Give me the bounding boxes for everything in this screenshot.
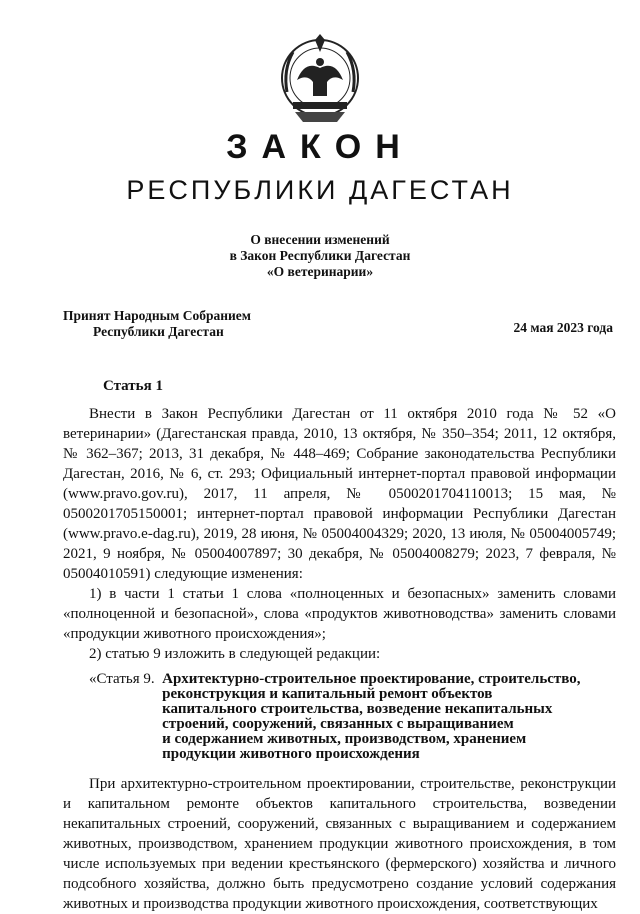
adoption-line: Принят Народным Собранием (63, 308, 251, 323)
article-9-title-line: и содержанием животных, производством, хранением (162, 731, 527, 747)
adoption-date: 24 мая 2023 года (513, 320, 613, 335)
article-9-title (162, 672, 580, 762)
coat-of-arms-icon (275, 30, 365, 130)
article-9-number: «Статья 9. (89, 671, 155, 687)
article-9-title-line: продукции животного происхождения (162, 746, 420, 762)
adoption-line: Республики Дагестан (93, 324, 224, 339)
article-body (63, 404, 616, 914)
article-9-title-line: реконструкция и капитальный ремонт объектов (162, 686, 493, 702)
law-subject-line: О внесении изменений (250, 232, 390, 247)
article-heading: Статья 1 (103, 378, 163, 394)
law-subject-line: в Закон Республики Дагестан (229, 248, 411, 263)
article-intro: Внести в Закон Республики Дагестан от 11 октября 2010 года № 52 «О ветеринарии» (Дагестанская правда, 2010, 13 октября, № 350–354; 2011, 12 октября, № 362–367; 2013, 31 декабря, № 448–469; Собрание законодательства Республики Дагестан, 2016, № 6, ст. 293; Официальный интернет-портал правовой информации (www.pravo.gov.ru), 2017, 11 апреля, № 0500201704110013; 15 мая, № 0500201705150001; интернет-портал правовой информации Республики Дагестан (www.pravo.e-dag.ru), 2019, 28 июня, № 05004004329; 2020, 13 июля, № 05004005749; 2021, 9 ноября, № 05004007897; 30 декабря, № 05004008279; 2023, 7 февраля, № 05004010591) следующие изменения: (63, 406, 616, 582)
adoption-block (63, 308, 251, 340)
document-subtitle: РЕСПУБЛИКИ ДАГЕСТАН (126, 175, 514, 205)
article-9-heading (63, 672, 616, 762)
article-9-text: При архитектурно-строительном проектировании, строительстве, реконструкции и капитальном ремонте объектов капитального строительства, возведении некапитальных строений, сооружений, связанных с выращиванием и содержанием животных, производством, хранением продукции животного происхождения, в том числе используемых при ведении крестьянского (фермерского) хозяйства и личного подсобного хозяйства, должно быть предусмотрено создание условий содержания животных и производства продукции животного происхождения, соответствующих (63, 776, 616, 912)
article-9-title-line: капитального строительства, возведение некапитальных (162, 701, 553, 717)
law-subject-line: «О ветеринарии» (266, 264, 374, 279)
document-title: ЗАКОН (226, 128, 414, 166)
amendment-item-2: 2) статью 9 изложить в следующей редакции: (89, 646, 381, 662)
article-9-title-line: Архитектурно-строительное проектирование, строительство, (162, 671, 581, 687)
amendment-item-1: 1) в части 1 статьи 1 слова «полноценных и безопасных» заменить словами «полноценной и безопасной», слова «продуктов животноводства» заменить словами «продукции животного происхождения»; (63, 586, 616, 642)
article-9-title-line: строений, сооружений, связанных с выращиванием (162, 716, 514, 732)
law-subject (0, 232, 640, 280)
